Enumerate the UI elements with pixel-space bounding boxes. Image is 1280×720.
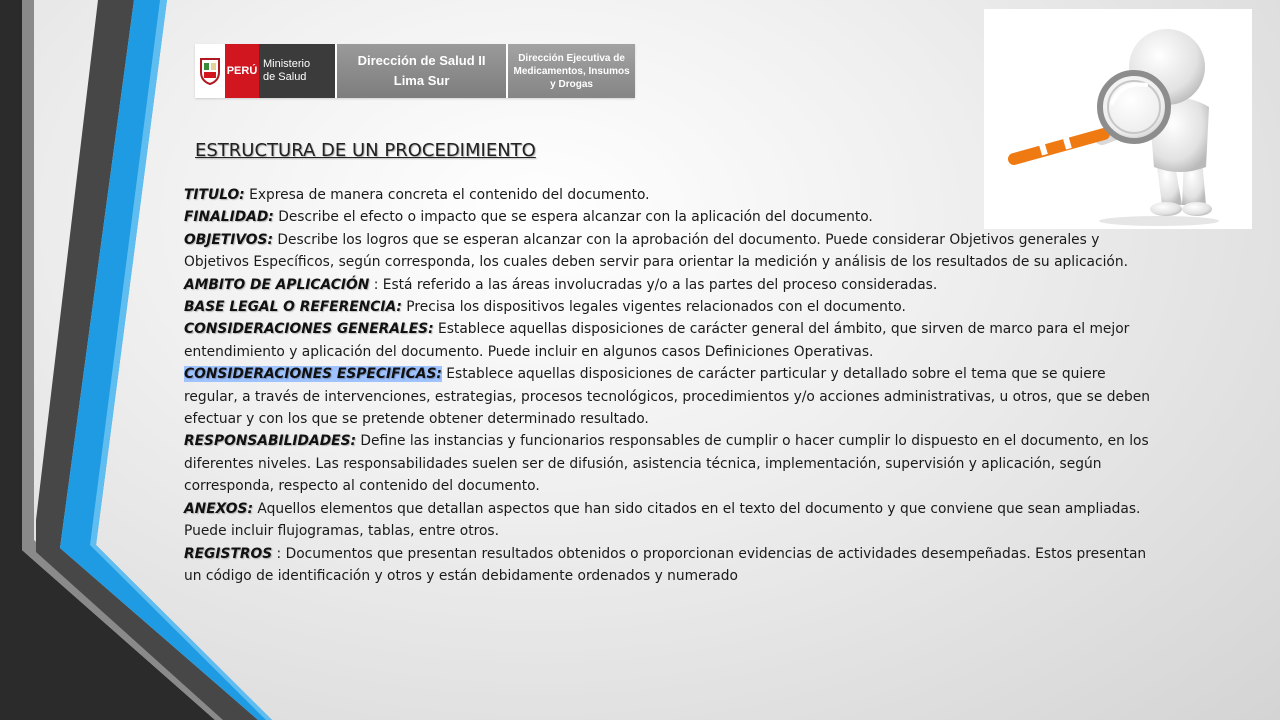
item-term: OBJETIVOS: <box>184 231 273 248</box>
item-text: Expresa de manera concreta el contenido del documento. <box>244 187 650 203</box>
item-term: BASE LEGAL O REFERENCIA: <box>184 299 402 316</box>
ministry-line-1: Ministerio <box>263 58 311 70</box>
item-term: RESPONSABILIDADES: <box>184 433 357 450</box>
item-term: REGISTROS <box>184 545 273 562</box>
list-item-consideraciones-generales <box>184 318 1154 363</box>
direccion-line-2: Lima Sur <box>393 73 450 88</box>
item-text: Establece aquellas disposiciones de carácter general del ámbito, que sirven de marco para el mejor entendimiento y aplicación del documento. Puede incluir en algunos casos Definiciones Operativas. <box>184 321 1130 360</box>
digemid-line-1: Dirección Ejecutiva de <box>518 52 625 64</box>
list-item-ambito <box>184 274 1154 296</box>
list-item-anexos <box>184 498 1154 543</box>
direccion-salud-box <box>337 44 506 98</box>
item-text: : Está referido a las áreas involucradas y/o a las partes del proceso consideradas. <box>369 276 938 293</box>
list-item-consideraciones-especificas <box>184 363 1154 430</box>
digemid-line-3: y Drogas <box>550 78 593 90</box>
item-term-highlighted: CONSIDERACIONES ESPECIFICAS: <box>184 366 442 383</box>
ministry-line-2: de Salud <box>263 71 307 83</box>
list-item-base-legal <box>184 296 1154 318</box>
item-text: Describe el efecto o impacto que se espera alcanzar con la aplicación del documento. <box>273 209 873 226</box>
item-text: Describe los logros que se esperan alcanzar con la aprobación del documento. Puede considerar Objetivos generales y Objetivos Específicos, según corresponda, los cuales deben servir para orientar la medición y análisis de los resultados de su aplicación. <box>184 231 1128 271</box>
institution-logo-banner <box>195 44 635 98</box>
item-text: : Documentos que presentan resultados obtenidos o proporcionan evidencias de actividades desempeñadas. Estos presentan un código de identificación y otros y están debidamente ordenados y numerado <box>184 545 1147 584</box>
direccion-ejecutiva-box <box>508 44 635 98</box>
ministry-label-box <box>259 44 335 98</box>
list-item-responsabilidades <box>184 430 1154 497</box>
item-term: ANEXOS: <box>184 500 253 517</box>
peru-shield-icon <box>195 44 225 98</box>
procedure-structure-list <box>184 184 1154 587</box>
item-term: AMBITO DE APLICACIÓN <box>184 276 370 293</box>
direccion-line-1: Dirección de Salud II <box>357 53 486 68</box>
item-term: TITULO: <box>184 187 245 203</box>
magnifying-glass-figure-image <box>984 9 1252 229</box>
list-item-registros <box>184 543 1154 588</box>
list-item-objetivos <box>184 229 1154 274</box>
item-text: Precisa los dispositivos legales vigentes relacionados con el documento. <box>401 299 906 316</box>
item-text: Aquellos elementos que detallan aspectos que han sido citados en el texto del documento y que conviene que sean ampliadas. Puede incluir flujogramas, tablas, entre otros. <box>184 500 1141 540</box>
peru-label: PERÚ <box>226 65 258 77</box>
slide-title: ESTRUCTURA DE UN PROCEDIMIENTO <box>195 140 536 161</box>
item-text: Define las instancias y funcionarios responsables de cumplir o hacer cumplir lo dispuesto en el documento, en los diferentes niveles. Las responsabilidades suelen ser de difusión, asistencia técnica, implementación, supervisión y aplicación, según corresponda, respecto al contenido del documento. <box>184 433 1149 495</box>
peru-label-box <box>225 44 259 98</box>
item-text: Establece aquellas disposiciones de carácter particular y detallado sobre el tema que se quiere regular, a través de intervenciones, estrategias, procesos tecnológicos, procedimientos y/o acciones administrativas, u otros, que se deben efectuar y con los que se pretende obtener determinado resultado. <box>184 366 1150 428</box>
item-term: FINALIDAD: <box>184 209 274 226</box>
digemid-line-2: Medicamentos, Insumos <box>513 65 630 77</box>
item-term: CONSIDERACIONES GENERALES: <box>184 321 434 338</box>
